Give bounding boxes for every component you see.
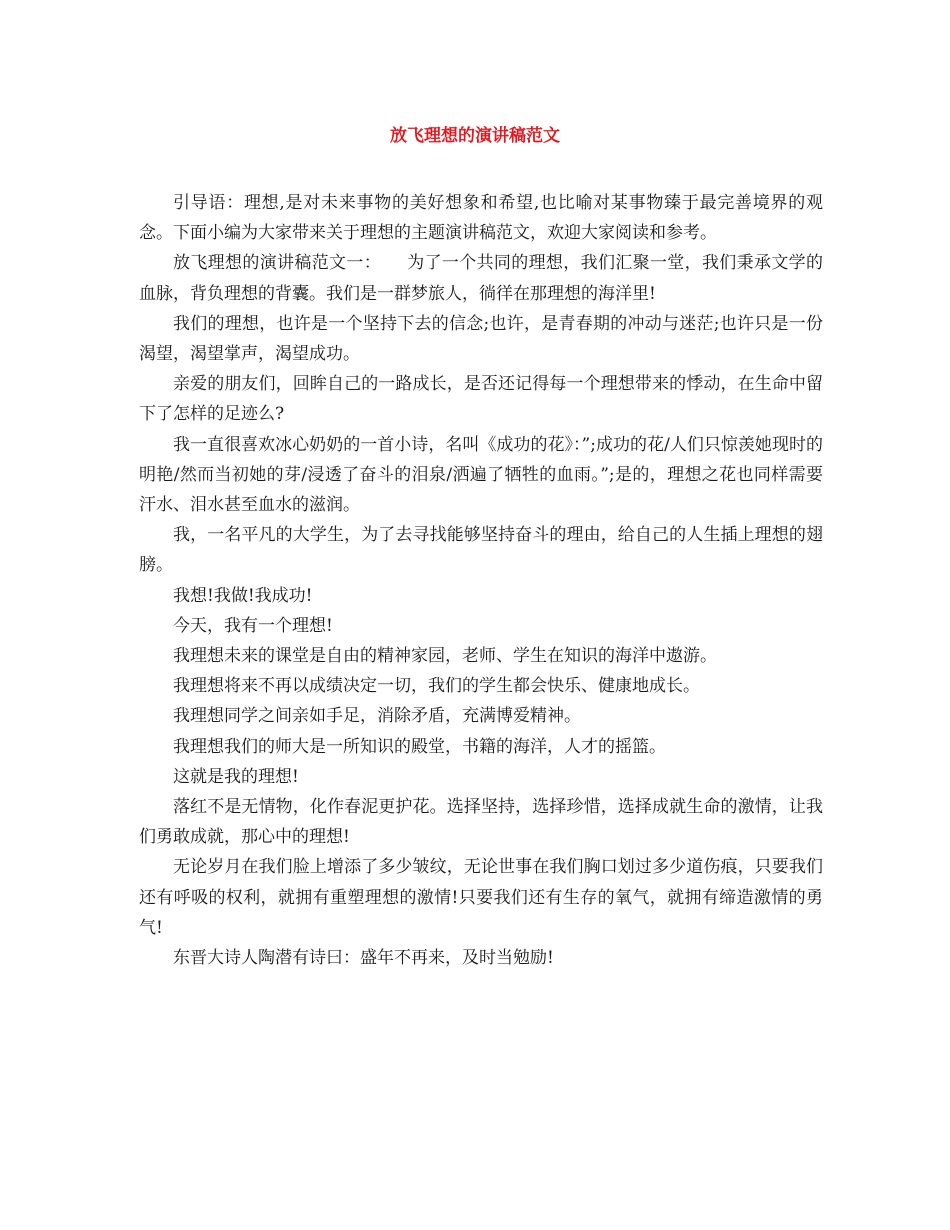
paragraph: 无论岁月在我们脸上增添了多少皱纹，无论世事在我们胸口划过多少道伤痕，只要我们还有呼吸的权利，就拥有重塑理想的激情!只要我们还有生存的氧气，就拥有缔造激情的勇气! — [139, 857, 823, 938]
paragraph: 放飞理想的演讲稿范文一： 为了一个共同的理想，我们汇聚一堂，我们秉承文学的血脉，背负理想的背囊。我们是一群梦旅人，徜徉在那理想的海洋里! — [139, 253, 823, 304]
paragraph: 我们的理想，也许是一个坚持下去的信念;也许，是青春期的冲动与迷茫;也许只是一份渴望，渴望掌声，渴望成功。 — [139, 313, 823, 365]
paragraph: 今天，我有一个理想! — [173, 615, 333, 636]
paragraph: 亲爱的朋友们，回眸自己的一路成长，是否还记得每一个理想带来的悸动，在生命中留下了怎样的足迹么? — [139, 374, 823, 425]
paragraph: 我，一名平凡的大学生，为了去寻找能够坚持奋斗的理由，给自己的人生插上理想的翅膀。 — [139, 525, 823, 576]
paragraph-intro: 引导语：理想,是对未来事物的美好想象和希望,也比喻对某事物臻于最完善境界的观念。下面小编为大家带来关于理想的主题演讲稿范文，欢迎大家阅读和参考。 — [139, 193, 823, 244]
paragraph: 这就是我的理想! — [173, 766, 299, 787]
paragraph: 落红不是无情物，化作春泥更护花。选择坚持，选择珍惜，选择成就生命的激情，让我们勇敢成就，那心中的理想! — [139, 797, 823, 848]
paragraph: 我理想同学之间亲如手足，消除矛盾，充满博爱精神。 — [173, 706, 581, 727]
paragraph: 我一直很喜欢冰心奶奶的一首小诗，名叫《成功的花》：”;成功的花/人们只惊羡她现时的明艳/然而当初她的芽/浸透了奋斗的泪泉/洒遍了牺牲的血雨。”;是的，理想之花也同样需要汗水、泪水甚至血水的滋润。 — [139, 434, 823, 516]
document-title: 放飞理想的演讲稿范文 — [390, 126, 560, 146]
paragraph: 我理想将来不再以成绩决定一切，我们的学生都会快乐、健康地成长。 — [173, 676, 700, 697]
paragraph: 我理想我们的师大是一所知识的殿堂，书籍的海洋，人才的摇篮。 — [173, 736, 666, 757]
paragraph: 我理想未来的课堂是自由的精神家园，老师、学生在知识的海洋中遨游。 — [173, 646, 717, 667]
document-body — [139, 188, 823, 973]
paragraph: 东晋大诗人陶潜有诗曰：盛年不再来，及时当勉励! — [173, 948, 554, 969]
paragraph: 我想!我做!我成功! — [173, 585, 313, 606]
